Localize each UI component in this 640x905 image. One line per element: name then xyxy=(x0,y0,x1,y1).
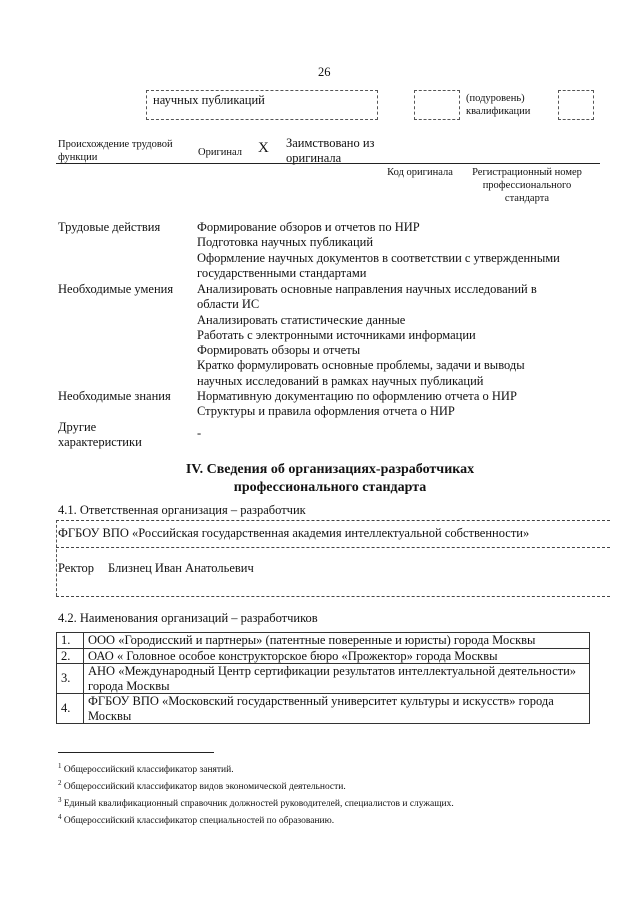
table-row xyxy=(57,694,590,724)
footnote-text: Единый квалификационный справочник должностей руководителей, специалистов и служащих. xyxy=(63,799,454,810)
developer-orgs-title: 4.2. Наименования организаций – разработчиков xyxy=(58,611,318,625)
org-number: 4. xyxy=(57,694,84,724)
table-row xyxy=(57,648,590,664)
list-item: государственными стандартами xyxy=(197,265,367,280)
list-item: Оформление научных документов в соответствии с утвержденными xyxy=(197,250,560,265)
borrowed-label: Заимствовано из оригинала xyxy=(286,136,375,165)
list-item: - xyxy=(197,426,202,440)
responsible-org-title: 4.1. Ответственная организация – разработчик xyxy=(58,503,306,517)
footnote-separator xyxy=(58,752,214,753)
footnote-number: 1 xyxy=(58,762,62,770)
original-label: Оригинал xyxy=(198,147,242,158)
knowledge-list xyxy=(197,389,517,420)
org-name: ФГБОУ ВПО «Московский государственный университет культуры и искусств» города Москвы xyxy=(84,694,590,724)
labor-actions-label: Трудовые действия xyxy=(58,220,161,234)
rector-name: Близнец Иван Анатольевич xyxy=(108,561,254,575)
code-original-label: Код оригинала xyxy=(387,167,453,178)
org-number: 2. xyxy=(57,648,84,664)
table-row xyxy=(57,633,590,649)
footnote-text: Общероссийский классификатор специальностей по образованию. xyxy=(63,816,335,827)
origin-label: Происхождение трудовой функции xyxy=(58,139,173,163)
list-item: Анализировать статистические данные xyxy=(197,312,406,327)
responsible-org-name: ФГБОУ ВПО «Российская государственная академия интеллектуальной собственности» xyxy=(58,526,530,540)
footnote xyxy=(58,760,454,777)
knowledge-label: Необходимые знания xyxy=(58,389,171,403)
org-name: ОАО « Головное особое конструкторское бюро «Прожектор» города Москвы xyxy=(84,648,590,664)
section4-title-line1: IV. Сведения об организациях-разработчиках xyxy=(185,462,475,477)
developer-orgs-table xyxy=(56,632,590,724)
list-item: Подготовка научных публикаций xyxy=(197,235,374,250)
sublevel-cell xyxy=(558,90,594,120)
list-item: Структуры и правила оформления отчета о НИР xyxy=(197,404,455,419)
origin-divider xyxy=(56,163,600,164)
skills-label: Необходимые умения xyxy=(58,282,174,296)
section4-title-line2: профессионального стандарта xyxy=(233,480,427,495)
level-code-cell xyxy=(414,90,460,120)
other-characteristics-list xyxy=(197,426,201,441)
responsible-org-middle-border xyxy=(56,547,610,548)
list-item: Формирование обзоров и отчетов по НИР xyxy=(197,220,420,234)
list-item: Работать с электронными источниками информации xyxy=(197,327,476,342)
footnote xyxy=(58,777,454,794)
sublevel-label: (подуровень) квалификации xyxy=(466,93,531,117)
work-function-name: научных публикаций xyxy=(153,93,265,107)
footnote-number: 4 xyxy=(58,813,62,822)
footnote xyxy=(58,794,454,811)
org-number: 1. xyxy=(57,633,84,649)
responsible-org-left-border xyxy=(56,520,57,596)
list-item: Формировать обзоры и отчеты xyxy=(197,343,361,358)
footnote-text: Общероссийский классификатор видов экономической деятельности. xyxy=(63,782,346,793)
page-number: 26 xyxy=(318,65,331,79)
list-item: научных исследований в рамках научных публикаций xyxy=(197,373,484,388)
footnotes xyxy=(58,760,454,829)
org-name: ООО «Городисский и партнеры» (патентные поверенные и юристы) города Москвы xyxy=(84,633,590,649)
footnote-number: 2 xyxy=(58,779,62,788)
list-item: Кратко формулировать основные проблемы, задачи и выводы xyxy=(197,358,525,373)
labor-actions-list xyxy=(197,220,560,281)
rector-label: Ректор xyxy=(58,561,95,575)
footnote xyxy=(58,811,454,828)
skills-list xyxy=(197,282,537,389)
other-characteristics-label: Другие характеристики xyxy=(58,420,142,449)
reg-number-label: Регистрационный номер профессионального стандарта xyxy=(472,167,582,204)
footnote-number: 3 xyxy=(58,796,62,805)
org-number: 3. xyxy=(57,664,84,694)
responsible-org-top-border xyxy=(56,520,610,521)
section4-title xyxy=(100,461,560,497)
org-name: АНО «Международный Центр сертификации результатов интеллектуальной деятельности» города Москвы xyxy=(84,664,590,694)
footnote-text: Общероссийский классификатор занятий. xyxy=(63,765,234,776)
list-item: Нормативную документацию по оформлению отчета о НИР xyxy=(197,389,517,403)
list-item: области ИС xyxy=(197,297,260,312)
original-mark: X xyxy=(258,140,269,156)
responsible-org-bottom-border xyxy=(56,596,610,597)
work-function-name-cell xyxy=(146,90,378,120)
list-item: Анализировать основные направления научных исследований в xyxy=(197,282,537,296)
table-row xyxy=(57,664,590,694)
